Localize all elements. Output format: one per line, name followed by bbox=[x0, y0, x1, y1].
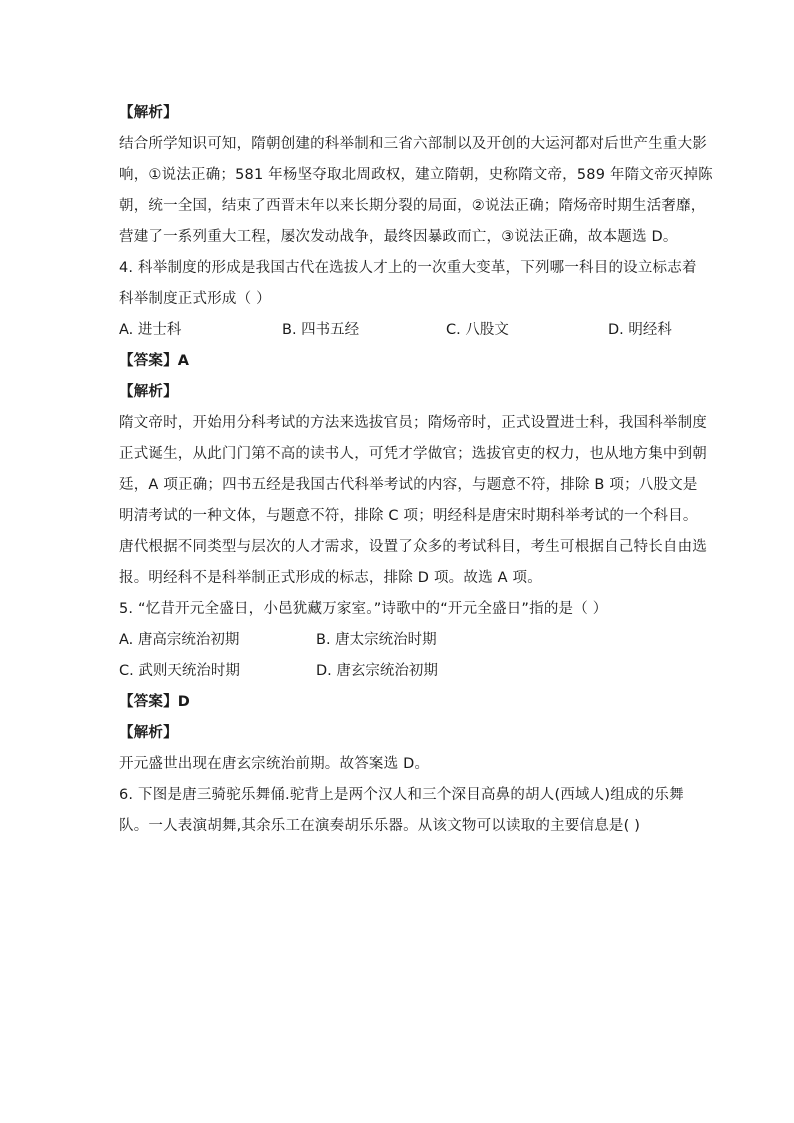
question-4-analysis-line: 明清考试的一种文体，与题意不符，排除 C 项；明经科是唐宋时期科举考试的一个科目。 bbox=[119, 508, 698, 524]
question-5-option-d: D. 唐玄宗统治初期 bbox=[316, 663, 438, 679]
question-5-option-b: B. 唐太宗统治时期 bbox=[316, 632, 437, 648]
question-5-option-c: C. 武则天统治时期 bbox=[119, 663, 240, 679]
question-5-stem: 5. “忆昔开元全盛日，小邑犹藏万家室。”诗歌中的“开元全盛日”指的是（ ） bbox=[119, 601, 608, 617]
question-4-stem: 科举制度正式形成（ ） bbox=[119, 291, 271, 307]
question-4-analysis-heading: 【解析】 bbox=[119, 384, 178, 400]
question-4-analysis-line: 隋文帝时，开始用分科考试的方法来选拔官员；隋炀帝时，正式设置进士科，我国科举制度 bbox=[119, 415, 707, 431]
question-5-analysis-heading: 【解析】 bbox=[119, 725, 178, 741]
analysis-heading: 【解析】 bbox=[119, 105, 178, 121]
question-6-stem: 6. 下图是唐三骑驼乐舞俑.驼背上是两个汉人和三个深目高鼻的胡人(西域人)组成的乐舞 bbox=[119, 787, 684, 803]
question-5-option-a: A. 唐高宗统治初期 bbox=[119, 632, 240, 648]
question-4-analysis-line: 正式诞生，从此门门第不高的读书人，可凭才学做官；选拔官吏的权力，也从地方集中到朝 bbox=[119, 446, 707, 462]
question-5-answer: 【答案】D bbox=[119, 694, 191, 710]
question-4-stem: 4. 科举制度的形成是我国古代在选拔人才上的一次重大变革，下列哪一科目的设立标志着 bbox=[119, 260, 697, 276]
question-4-option-b: B. 四书五经 bbox=[282, 322, 360, 338]
question-4-analysis-line: 报。明经科不是科举制正式形成的标志，排除 D 项。故选 A 项。 bbox=[119, 570, 542, 586]
question-4-answer: 【答案】A bbox=[119, 353, 190, 369]
question-4-analysis-line: 唐代根据不同类型与层次的人才需求，设置了众多的考试科目，考生可根据自己特长自由选 bbox=[119, 539, 707, 555]
question-4-option-a: A. 进士科 bbox=[119, 322, 182, 338]
analysis-line: 结合所学知识可知，隋朝创建的科举制和三省六部制以及开创的大运河都对后世产生重大影 bbox=[119, 136, 707, 152]
question-6-stem: 队。一人表演胡舞,其余乐工在演奏胡乐乐器。从该文物可以读取的主要信息是( ) bbox=[119, 818, 641, 834]
analysis-line: 响，①说法正确；581 年杨坚夺取北周政权，建立隋朝，史称隋文帝，589 年隋文帝灭掉陈 bbox=[119, 167, 713, 183]
analysis-line: 朝，统一全国，结束了西晋末年以来长期分裂的局面，②说法正确；隋炀帝时期生活奢靡， bbox=[119, 198, 706, 214]
question-4-option-d: D. 明经科 bbox=[608, 322, 672, 338]
question-5-analysis-line: 开元盛世出现在唐玄宗统治前期。故答案选 D。 bbox=[119, 756, 430, 772]
question-4-option-c: C. 八股文 bbox=[446, 322, 509, 338]
question-4-analysis-line: 廷，A 项正确；四书五经是我国古代科举考试的内容，与题意不符，排除 B 项；八股文是 bbox=[119, 477, 698, 493]
analysis-line: 营建了一系列重大工程，屡次发动战争，最终因暴政而亡，③说法正确，故本题选 D。 bbox=[119, 229, 678, 245]
